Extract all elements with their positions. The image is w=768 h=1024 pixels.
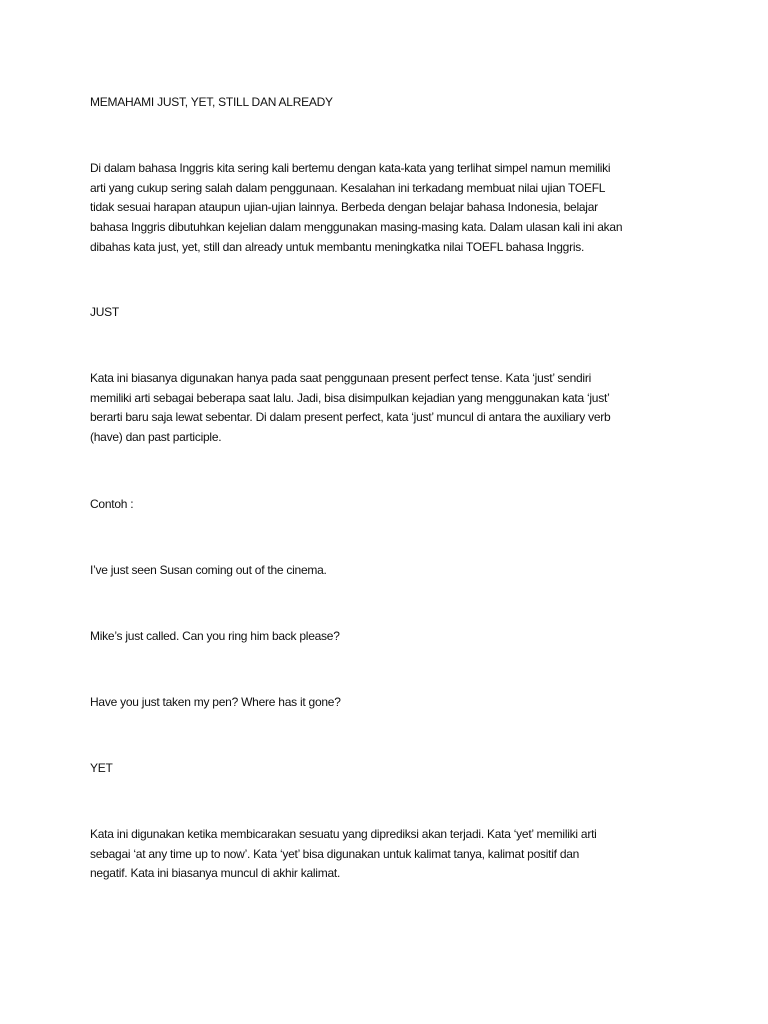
document-title [90,93,690,113]
paragraph-line: sebagai ‘at any time up to now’. Kata ‘yet’ bisa digunakan untuk kalimat tanya, kalimat positif dan [90,846,580,861]
paragraph-line: tidak sesuai harapan ataupun ujian-ujian lainnya. Berbeda dengan belajar bahasa Indonesia, belajar [90,200,598,215]
example-text: I’ve just seen Susan coming out of the cinema. [90,563,327,577]
paragraph-line: Kata ini digunakan ketika membicarakan sesuatu yang diprediksi akan terjadi. Kata ‘yet’ memiliki arti [90,827,597,841]
paragraph-line: dibahas kata just, yet, still dan already untuk membantu meningkatka nilai TOEFL bahasa Inggris. [90,239,585,254]
example-label [90,495,690,515]
example-text: Have you just taken my pen? Where has it gone? [90,695,341,709]
paragraph-line: memiliki arti sebagai beberapa saat lalu. Jadi, bisa disimpulkan kejadian yang menggunakan kata ‘just’ [90,390,610,405]
example-label-text: Contoh : [90,497,134,511]
paragraph-line: arti yang cukup sering salah dalam penggunaan. Kesalahan ini terkadang membuat nilai ujian TOEFL [90,180,606,195]
just-paragraph [90,369,690,448]
paragraph-line: (have) dan past participle. [90,430,222,445]
paragraph-line: bahasa Inggris dibutuhkan kejelian dalam menggunakan masing-masing kata. Dalam ulasan kali ini akan [90,220,623,235]
heading-text: JUST [90,305,119,319]
example-text: Mike’s just called. Can you ring him back please? [90,629,340,643]
paragraph-line: negatif. Kata ini biasanya muncul di akhir kalimat. [90,866,341,881]
example-3 [90,693,690,713]
paragraph-line: Kata ini biasanya digunakan hanya pada saat penggunaan present perfect tense. Kata ‘just’ sendiri [90,371,592,385]
paragraph-line: berarti baru saja lewat sebentar. Di dalam present perfect, kata ‘just’ muncul di antara the auxiliary verb [90,410,611,425]
title-text: MEMAHAMI JUST, YET, STILL DAN ALREADY [90,95,333,109]
section-heading-just [90,303,690,323]
section-heading-yet [90,759,690,779]
yet-paragraph [90,825,690,884]
paragraph-line: Di dalam bahasa Inggris kita sering kali bertemu dengan kata-kata yang terlihat simpel namun memiliki [90,161,611,175]
heading-text: YET [90,761,113,775]
example-2 [90,627,690,647]
intro-paragraph [90,159,690,258]
example-1 [90,561,690,581]
